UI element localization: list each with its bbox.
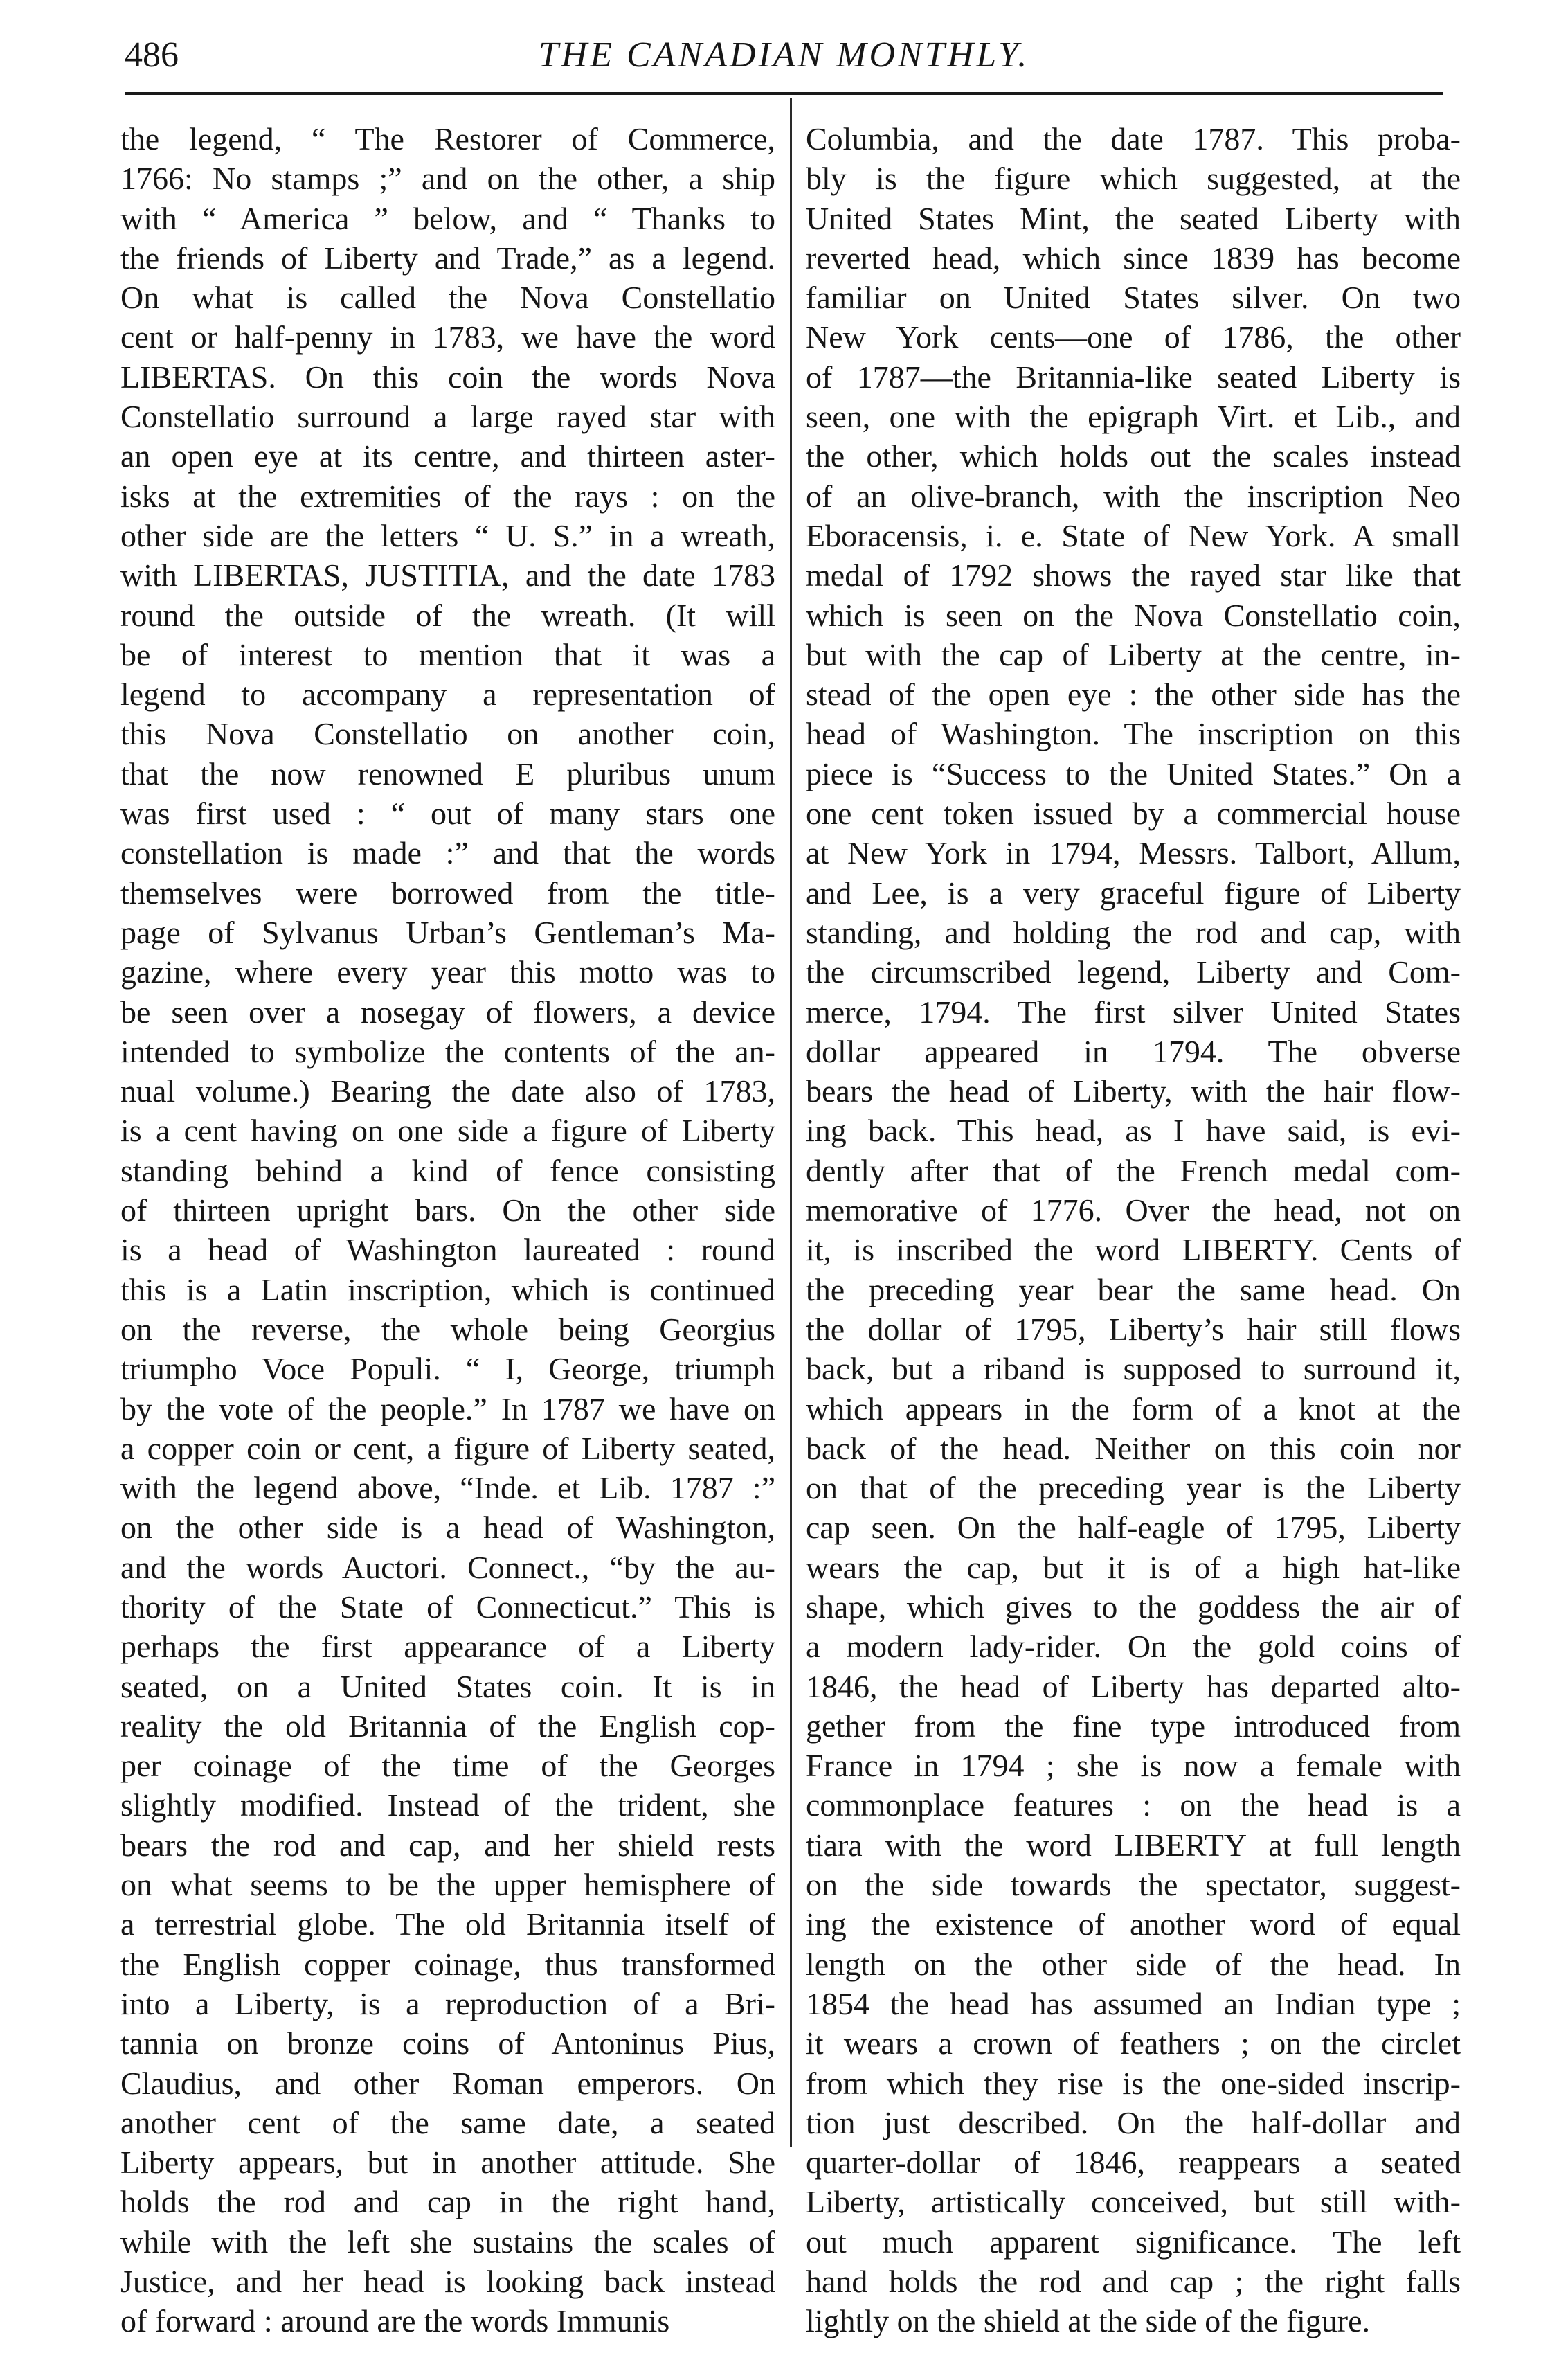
text-line: on the other side is a head of Washington, <box>120 1510 775 1546</box>
text-line: ing the existence of another word of equal <box>806 1906 1461 1942</box>
text-line: medal of 1792 shows the rayed star like that <box>806 557 1461 593</box>
text-line: Claudius, and other Roman emperors. On <box>120 2065 775 2101</box>
text-line: of an olive-branch, with the inscription Neo <box>806 478 1461 514</box>
text-line: the other, which holds out the scales instead <box>806 438 1461 474</box>
text-line: United States Mint, the seated Liberty with <box>806 200 1461 236</box>
text-line: per coinage of the time of the Georges <box>120 1748 775 1784</box>
text-line: legend to accompany a representation of <box>120 677 775 713</box>
text-line: back of the head. Neither on this coin nor <box>806 1430 1461 1466</box>
text-line: dently after that of the French medal com- <box>806 1152 1461 1188</box>
text-line: quarter-dollar of 1846, reappears a seated <box>806 2145 1461 2181</box>
text-line: with “ America ” below, and “ Thanks to <box>120 200 775 236</box>
text-line: of thirteen upright bars. On the other side <box>120 1192 775 1228</box>
text-line: the circumscribed legend, Liberty and Com- <box>806 954 1461 990</box>
text-line: Liberty appears, but in another attitude. She <box>120 2145 775 2181</box>
text-line: into a Liberty, is a reproduction of a Bri- <box>120 1985 775 2021</box>
text-line: Justice, and her head is looking back instead <box>120 2264 775 2300</box>
text-line: gazine, where every year this motto was to <box>120 954 775 990</box>
text-line: bears the rod and cap, and her shield rests <box>120 1827 775 1863</box>
text-line: bly is the figure which suggested, at the <box>806 161 1461 197</box>
text-line: reverted head, which since 1839 has become <box>806 240 1461 276</box>
text-line: 1846, the head of Liberty has departed alto- <box>806 1668 1461 1704</box>
text-line: the legend, “ The Restorer of Commerce, <box>120 121 775 156</box>
text-line: of forward : around are the words Immunis <box>120 2303 670 2339</box>
text-line: other side are the letters “ U. S.” in a wreath, <box>120 517 775 553</box>
text-line: 1854 the head has assumed an Indian type ; <box>806 1985 1461 2021</box>
text-line: Constellatio surround a large rayed star with <box>120 399 775 435</box>
text-line: dollar appeared in 1794. The obverse <box>806 1033 1461 1069</box>
text-line: piece is “Success to the United States.” On a <box>806 755 1461 791</box>
text-line: Columbia, and the date 1787. This proba- <box>806 121 1461 156</box>
text-line: tion just described. On the half-dollar and <box>806 2104 1461 2140</box>
text-line: themselves were borrowed from the title- <box>120 875 775 911</box>
text-line: round the outside of the wreath. (It will <box>120 597 775 633</box>
text-line: stead of the open eye : the other side has the <box>806 677 1461 713</box>
text-line: familiar on United States silver. On two <box>806 280 1461 316</box>
text-line: back, but a riband is supposed to surround it, <box>806 1351 1461 1387</box>
text-line: from which they rise is the one-sided inscrip- <box>806 2065 1461 2101</box>
text-line: perhaps the first appearance of a Liberty <box>120 1629 775 1665</box>
text-line: shape, which gives to the goddess the air of <box>806 1589 1461 1625</box>
text-line: triumpho Voce Populi. “ I, George, triumph <box>120 1351 775 1387</box>
text-line: memorative of 1776. Over the head, not on <box>806 1192 1461 1228</box>
text-line: gether from the fine type introduced from <box>806 1708 1461 1744</box>
text-line: LIBERTAS. On this coin the words Nova <box>120 359 775 395</box>
text-line: wears the cap, but it is of a high hat-like <box>806 1549 1461 1585</box>
text-line: is a cent having on one side a figure of Liberty <box>120 1113 775 1149</box>
text-line: on the side towards the spectator, suggest- <box>806 1867 1461 1903</box>
text-line: cap seen. On the half-eagle of 1795, Liberty <box>806 1510 1461 1546</box>
right-column <box>806 119 1461 2341</box>
text-line: thority of the State of Connecticut.” This is <box>120 1589 775 1625</box>
text-line: with the legend above, “Inde. et Lib. 1787 :” <box>120 1470 775 1506</box>
text-line: New York cents—one of 1786, the other <box>806 319 1461 355</box>
text-line: while with the left she sustains the scales of <box>120 2224 775 2260</box>
text-line: on that of the preceding year is the Liberty <box>806 1470 1461 1506</box>
text-line: length on the other side of the head. In <box>806 1946 1461 1982</box>
text-line: which is seen on the Nova Constellatio coin, <box>806 597 1461 633</box>
text-line: on the reverse, the whole being Georgius <box>120 1311 775 1347</box>
text-line: hand holds the rod and cap ; the right falls <box>806 2264 1461 2300</box>
text-line: lightly on the shield at the side of the figure. <box>806 2303 1371 2339</box>
text-line: that the now renowned E pluribus unum <box>120 755 775 791</box>
text-line: ing back. This head, as I have said, is evi- <box>806 1113 1461 1149</box>
text-line: which appears in the form of a knot at the <box>806 1390 1461 1426</box>
text-line: tiara with the word LIBERTY at full length <box>806 1827 1461 1863</box>
text-line: reality the old Britannia of the English cop- <box>120 1708 775 1744</box>
text-line: is a head of Washington laureated : round <box>120 1232 775 1268</box>
text-line: cent or half-penny in 1783, we have the word <box>120 319 775 355</box>
column-divider <box>790 98 792 2147</box>
text-line: the English copper coinage, thus transformed <box>120 1946 775 1982</box>
text-line: On what is called the Nova Constellatio <box>120 280 775 316</box>
text-line: commonplace features : on the head is a <box>806 1787 1461 1823</box>
text-line: isks at the extremities of the rays : on the <box>120 478 775 514</box>
text-line: an open eye at its centre, and thirteen aster- <box>120 438 775 474</box>
page-number: 486 <box>125 35 179 75</box>
text-line: 1766: No stamps ;” and on the other, a ship <box>120 161 775 197</box>
text-line: was first used : “ out of many stars one <box>120 796 775 832</box>
page-header <box>125 28 1443 97</box>
text-line: it, is inscribed the word LIBERTY. Cents of <box>806 1232 1461 1268</box>
text-line: merce, 1794. The first silver United States <box>806 994 1461 1030</box>
text-line: with LIBERTAS, JUSTITIA, and the date 1783 <box>120 557 775 593</box>
text-line: standing, and holding the rod and cap, with <box>806 914 1461 950</box>
text-line: the friends of Liberty and Trade,” as a legend. <box>120 240 775 276</box>
text-line: out much apparent significance. The left <box>806 2224 1461 2260</box>
header-rule <box>125 92 1443 95</box>
text-line: and the words Auctori. Connect., “by the au- <box>120 1549 775 1585</box>
text-line: standing behind a kind of fence consisting <box>120 1152 775 1188</box>
text-line: holds the rod and cap in the right hand, <box>120 2184 775 2220</box>
text-line: this is a Latin inscription, which is continued <box>120 1271 775 1307</box>
text-line: a terrestrial globe. The old Britannia itself of <box>120 1906 775 1942</box>
text-line: tannia on bronze coins of Antoninus Pius, <box>120 2025 775 2061</box>
text-line: be of interest to mention that it was a <box>120 636 775 672</box>
text-line: constellation is made :” and that the words <box>120 835 775 871</box>
text-line: be seen over a nosegay of flowers, a device <box>120 994 775 1030</box>
text-line: page of Sylvanus Urban’s Gentleman’s Ma- <box>120 914 775 950</box>
text-line: another cent of the same date, a seated <box>120 2104 775 2140</box>
text-line: the preceding year bear the same head. On <box>806 1271 1461 1307</box>
text-line: of 1787—the Britannia-like seated Liberty is <box>806 359 1461 395</box>
left-column <box>120 119 775 2341</box>
text-line: intended to symbolize the contents of the an- <box>120 1033 775 1069</box>
text-line: bears the head of Liberty, with the hair flow- <box>806 1073 1461 1109</box>
text-line: by the vote of the people.” In 1787 we have on <box>120 1390 775 1426</box>
text-line: seen, one with the epigraph Virt. et Lib., and <box>806 399 1461 435</box>
text-line: head of Washington. The inscription on this <box>806 716 1461 752</box>
text-line: Liberty, artistically conceived, but still with- <box>806 2184 1461 2220</box>
text-line: at New York in 1794, Messrs. Talbort, Allum, <box>806 835 1461 871</box>
text-line: on what seems to be the upper hemisphere of <box>120 1867 775 1903</box>
text-line: Eboracensis, i. e. State of New York. A small <box>806 517 1461 553</box>
text-line: it wears a crown of feathers ; on the circlet <box>806 2025 1461 2061</box>
running-title: THE CANADIAN MONTHLY. <box>538 35 1030 75</box>
text-line: but with the cap of Liberty at the centre, in- <box>806 636 1461 672</box>
text-line: a copper coin or cent, a figure of Liberty seated, <box>120 1430 775 1466</box>
text-line: slightly modified. Instead of the trident, she <box>120 1787 775 1823</box>
text-line: one cent token issued by a commercial house <box>806 796 1461 832</box>
text-line: a modern lady-rider. On the gold coins of <box>806 1629 1461 1665</box>
text-line: France in 1794 ; she is now a female with <box>806 1748 1461 1784</box>
text-line: the dollar of 1795, Liberty’s hair still flows <box>806 1311 1461 1347</box>
text-line: nual volume.) Bearing the date also of 1783, <box>120 1073 775 1109</box>
text-line: seated, on a United States coin. It is in <box>120 1668 775 1704</box>
text-line: this Nova Constellatio on another coin, <box>120 716 775 752</box>
text-line: and Lee, is a very graceful figure of Liberty <box>806 875 1461 911</box>
